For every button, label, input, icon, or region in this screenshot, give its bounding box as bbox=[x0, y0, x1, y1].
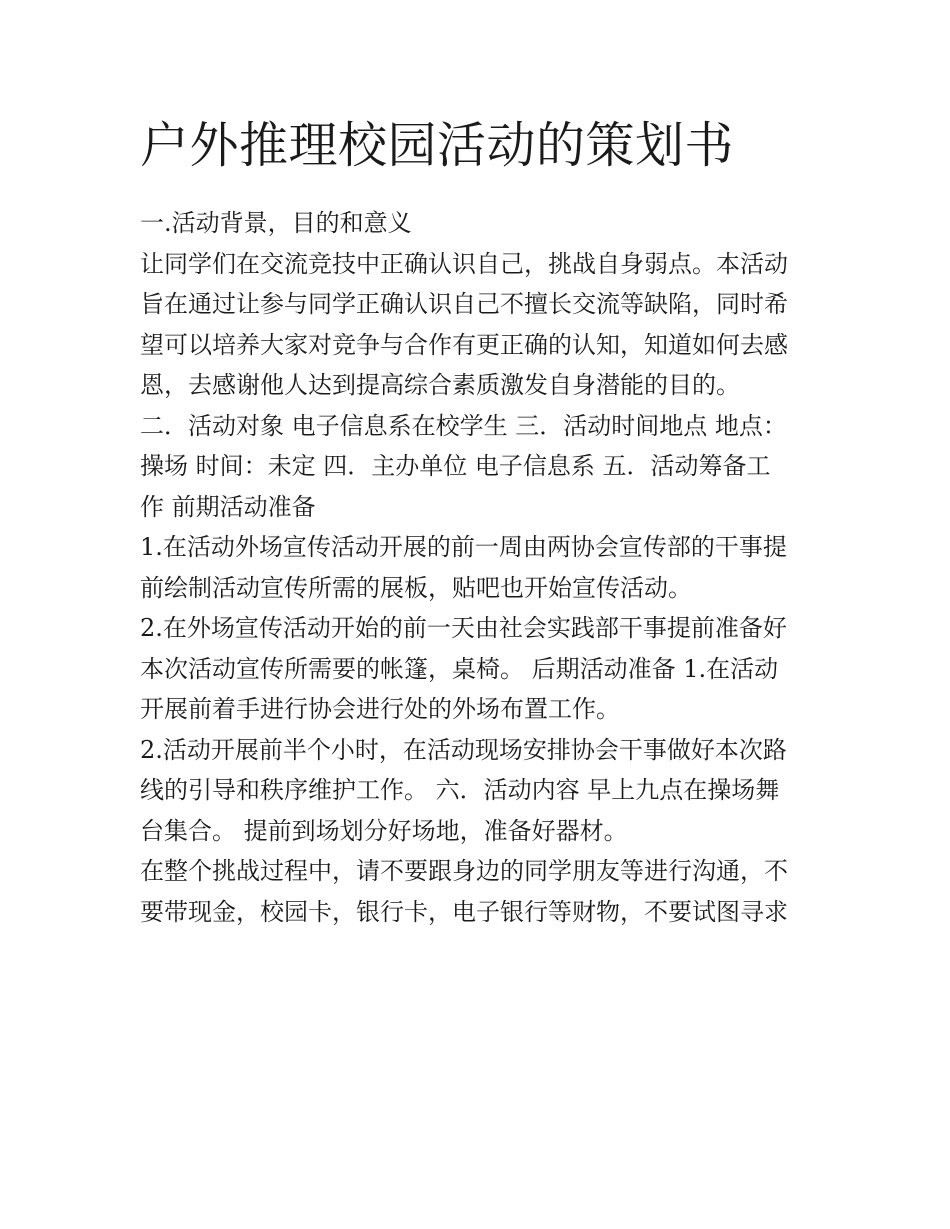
text-line: 2.在外场宣传活动开始的前一天由社会实践部干事提前准备好 bbox=[140, 614, 787, 642]
text-line: 前绘制活动宣传所需的展板，贴吧也开始宣传活动。 bbox=[140, 573, 692, 602]
text-line: 线的引导和秩序维护工作。 六．活动内容 早上九点在操场舞 bbox=[140, 776, 780, 804]
text-line: 作 前期活动准备 bbox=[140, 492, 316, 521]
text-line: 要带现金，校园卡，银行卡，电子银行等财物，不要试图寻求 bbox=[140, 897, 788, 926]
text-line: 旨在通过让参与同学正确认识自己不擅长交流等缺陷，同时希 bbox=[140, 290, 788, 318]
text-line: 让同学们在交流竞技中正确认识自己，挑战自身弱点。本活动 bbox=[140, 249, 788, 278]
text-line: 2.活动开展前半个小时，在活动现场安排协会干事做好本次路 bbox=[140, 735, 787, 764]
text-line: 操场 时间：未定 四．主办单位 电子信息系 五．活动筹备工 bbox=[140, 452, 771, 480]
document-title: 户外推理校园活动的策划书 bbox=[140, 117, 735, 174]
text-line: 开展前着手进行协会进行处的外场布置工作。 bbox=[140, 695, 620, 723]
paragraph-prep-item-1 bbox=[140, 527, 820, 608]
text-line: 本次活动宣传所需要的帐篷，桌椅。 后期活动准备 1.在活动 bbox=[140, 654, 779, 683]
paragraph-prep-item-2 bbox=[140, 608, 820, 730]
text-line: 一.活动背景，目的和意义 bbox=[140, 209, 412, 237]
text-line: 恩，去感谢他人达到提高综合素质激发自身潜能的目的。 bbox=[140, 371, 740, 399]
paragraph-background bbox=[140, 244, 820, 406]
paragraph-sections-2-to-5 bbox=[140, 406, 820, 528]
paragraph-prep-item-3 bbox=[140, 730, 820, 852]
paragraph-rules bbox=[140, 851, 820, 932]
text-line: 台集合。 提前到场划分好场地，准备好器材。 bbox=[140, 816, 628, 845]
text-line: 1.在活动外场宣传活动开展的前一周由两协会宣传部的干事提 bbox=[140, 533, 787, 561]
document-body bbox=[140, 203, 820, 932]
text-line: 在整个挑战过程中，请不要跟身边的同学朋友等进行沟通，不 bbox=[140, 857, 788, 885]
text-line: 二．活动对象 电子信息系在校学生 三．活动时间地点 地点： bbox=[140, 411, 787, 440]
text-line: 望可以培养大家对竞争与合作有更正确的认知，知道如何去感 bbox=[140, 330, 788, 359]
paragraph-section-1-heading bbox=[140, 203, 820, 244]
